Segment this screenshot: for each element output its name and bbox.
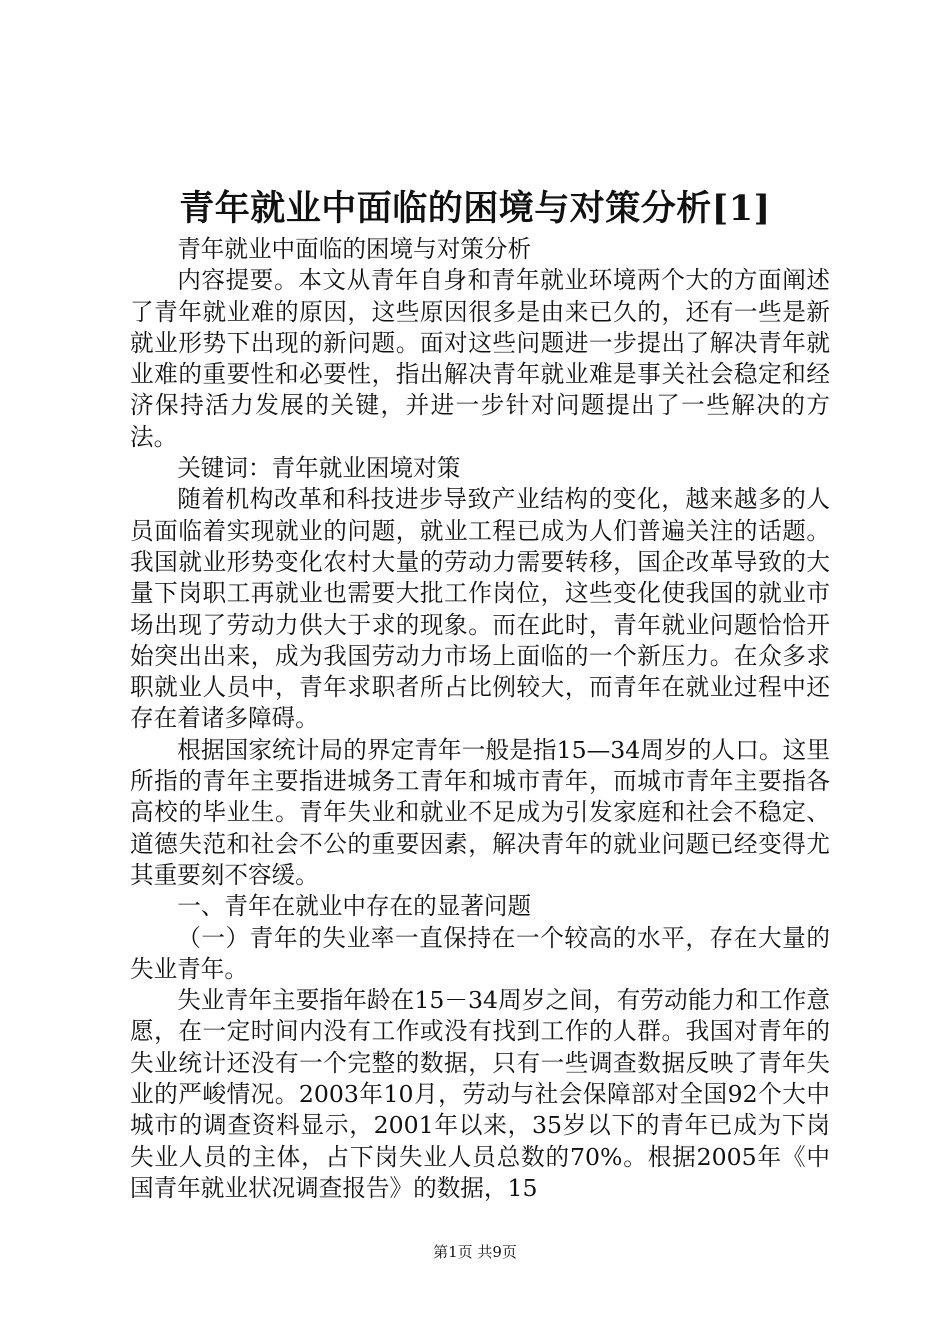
keywords-paragraph: 关键词：青年就业困境对策 (177, 454, 461, 483)
body-paragraph: 随着机构改革和科技进步导致产业结构的变化，越来越多的人员面临着实现就业的问题，就业工程已成为人们普遍关注的话题。我国就业形势变化农村大量的劳动力需要转移，国企改革导致的大量下岗职工再就业也需要大批工作岗位，这些变化使我国的就业市场出现了劳动力供大于求的现象。而在此时，青年就业问题恰恰开始突出出来，成为我国劳动力市场上面临的一个新压力。在众多求职就业人员中，青年求职者所占比例较大，而青年在就业过程中还存在着诸多障碍。 (130, 485, 830, 733)
subsection-heading: （一）青年的失业率一直保持在一个较高的水平，存在大量的失业青年。 (130, 923, 830, 983)
abstract-paragraph: 内容提要。本文从青年自身和青年就业环境两个大的方面阐述了青年就业难的原因，这些原因很多是由来已久的，还有一些是新就业形势下出现的新问题。面对这些问题进一步提出了解决青年就业难的重要性和必要性，指出解决青年就业难是事关社会稳定和经济保持活力发展的关键，并进一步针对问题提出了一些解决的方法。 (130, 266, 830, 451)
body-paragraph: 根据国家统计局的界定青年一般是指15—34周岁的人口。这里所指的青年主要指进城务工青年和城市青年，而城市青年主要指各高校的毕业生。青年失业和就业不足成为引发家庭和社会不稳定、道德失范和社会不公的重要因素，解决青年的就业问题已经变得尤其重要刻不容缓。 (130, 735, 830, 889)
page-number-footer: 第1页 共9页 (433, 1243, 517, 1261)
section-heading: 一、青年在就业中存在的显著问题 (177, 892, 532, 921)
subtitle-paragraph: 青年就业中面临的困境与对策分析 (177, 235, 532, 263)
body-paragraph: 失业青年主要指年龄在15－34周岁之间，有劳动能力和工作意愿，在一定时间内没有工作或没有找到工作的人群。我国对青年的失业统计还没有一个完整的数据，只有一些调查数据反映了青年失业的严峻情况。2003年10月，劳动与社会保障部对全国92个大中城市的调查资料显示，2001年以来，35岁以下的青年已成为下岗失业人员的主体，占下岗失业人员总数的70%。根据2005年《中国青年就业状况调查报告》的数据，15 (130, 986, 830, 1202)
document-title: 青年就业中面临的困境与对策分析[1] (179, 188, 771, 229)
document-body (130, 234, 830, 1204)
